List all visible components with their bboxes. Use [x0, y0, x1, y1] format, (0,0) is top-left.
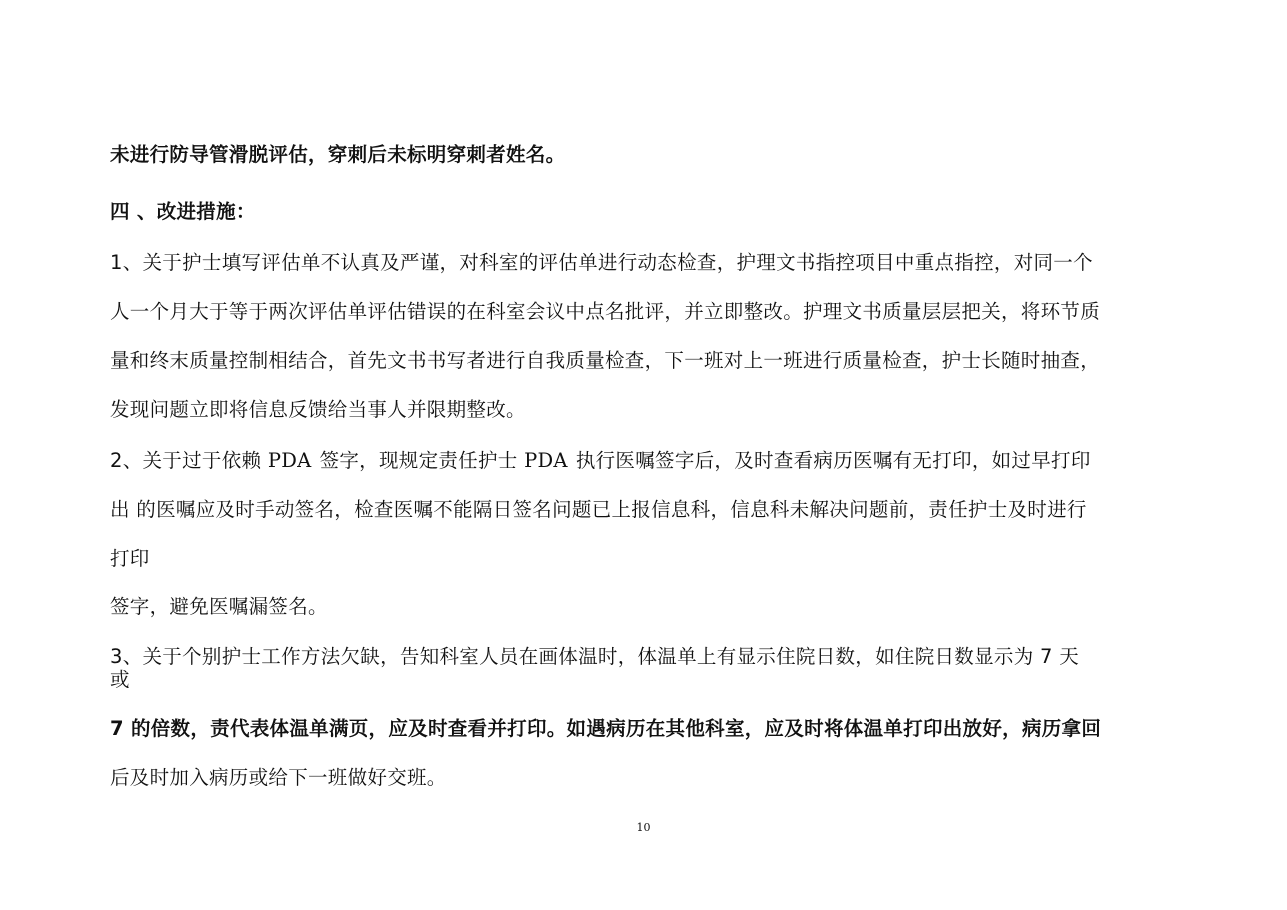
- page-number: 10: [636, 821, 651, 834]
- paragraph-3-line-1: 3、关于个别护士工作方法欠缺，告知科室人员在画体温时，体温单上有显示住院日数，如住院日数显示为 7 天: [110, 645, 1080, 668]
- paragraph-2-line-2: 出 的医嘱应及时手动签名，检查医嘱不能隔日签名问题已上报信息科，信息科未解决问题前，责任护士及时进行: [110, 498, 1087, 521]
- paragraph-2-text-b: 签字，现规定责任护士: [319, 449, 525, 472]
- paragraph-1-line-1: 1、关于护士填写评估单不认真及严谨，对科室的评估单进行动态检查，护理文书指控项目中重点指控，对同一个: [110, 251, 1093, 274]
- paragraph-3-line-2: 或: [110, 668, 130, 691]
- paragraph-2-line-3: 打印: [110, 547, 150, 570]
- paragraph-2-text-c: 执行医嘱签字后，及时查看病历医嘱有无打印，如过早打印: [575, 449, 1091, 472]
- paragraph-3-line-3: 7 的倍数，责代表体温单满页，应及时查看并打印。如遇病历在其他科室，应及时将体温单打印出放好，病历拿回: [110, 717, 1102, 740]
- section-heading-improvement-measures: 四 、改进措施：: [110, 200, 256, 223]
- paragraph-1-line-3: 量和终末质量控制相结合，首先文书书写者进行自我质量检查，下一班对上一班进行质量检查，护士长随时抽查，: [110, 349, 1101, 372]
- paragraph-line-findings-end: 未进行防导管滑脱评估，穿刺后未标明穿刺者姓名。: [110, 143, 566, 166]
- paragraph-1-line-4: 发现问题立即将信息反馈给当事人并限期整改。: [110, 398, 526, 421]
- paragraph-2-line-1: [110, 449, 1091, 473]
- paragraph-1-line-2: 人一个月大于等于两次评估单评估错误的在科室会议中点名批评，并立即整改。护理文书质量层层把关，将环节质: [110, 300, 1101, 323]
- paragraph-2-line-4: 签字，避免医嘱漏签名。: [110, 595, 328, 618]
- pda-term: PDA: [267, 449, 312, 472]
- paragraph-2-text-a: 2、关于过于依赖: [110, 449, 268, 472]
- pda-term: PDA: [524, 449, 568, 472]
- paragraph-3-line-4: 后及时加入病历或给下一班做好交班。: [110, 766, 447, 789]
